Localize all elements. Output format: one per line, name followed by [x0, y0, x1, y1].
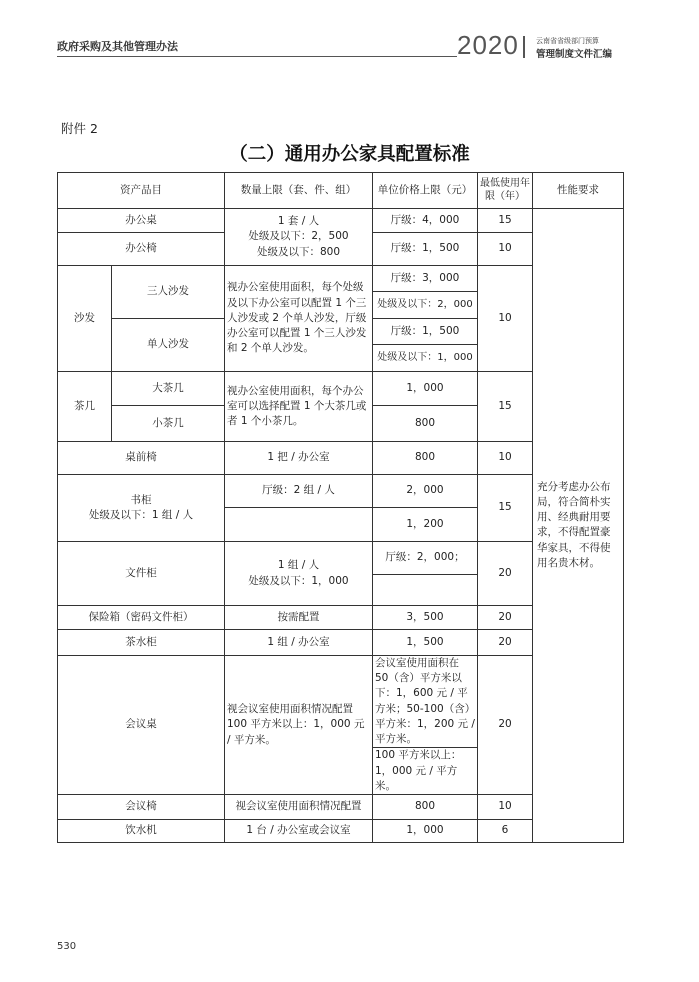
single-sofa-price-1: 厅级：1，500	[373, 319, 478, 345]
bookcase-price-1: 2，000	[373, 475, 478, 508]
item-desk: 办公桌	[58, 209, 225, 233]
header-quantity: 数量上限（套、件、组）	[225, 173, 373, 209]
safe-quantity: 按需配置	[225, 606, 373, 630]
header-performance: 性能要求	[533, 173, 624, 209]
file-cabinet-price-blank	[373, 575, 478, 606]
table-header-row	[58, 173, 624, 209]
desk-chair-quantity: 1 套 / 人 处级及以下：2，500 处级及以下：800	[225, 209, 373, 266]
header-subtitle-line1: 云南省省级部门预算	[536, 37, 599, 45]
header-price: 单位价格上限（元）	[373, 173, 478, 209]
furniture-standard-table	[57, 172, 624, 843]
group-tea-table: 茶几	[58, 372, 112, 442]
water-dispenser-quantity: 1 台 / 办公室或会议室	[225, 819, 373, 842]
conference-table-quantity: 视会议室使用面积情况配置 100 平方米以上：1，000 元 / 平方米。	[225, 656, 373, 795]
sofa-life: 10	[478, 266, 533, 372]
bookcase-quantity-blank	[225, 508, 373, 542]
file-cabinet-life: 20	[478, 542, 533, 606]
item-safe: 保险箱（密码文件柜）	[58, 606, 225, 630]
table-row	[58, 209, 624, 233]
document-title: （二）通用办公家具配置标准	[229, 144, 470, 165]
safe-price: 3，500	[373, 606, 478, 630]
single-sofa-price-2: 处级及以下：1，000	[373, 345, 478, 372]
bookcase-quantity: 厅级：2 组 / 人	[225, 475, 373, 508]
conference-chair-life: 10	[478, 794, 533, 819]
page-number: 530	[57, 941, 77, 952]
item-conference-chair: 会议椅	[58, 794, 225, 819]
tea-table-quantity: 视办公室使用面积，每个办公室可以选择配置 1 个大茶几或者 1 个小茶几。	[225, 372, 373, 442]
conference-chair-price: 800	[373, 794, 478, 819]
performance-requirement: 充分考虑办公布局，符合简朴实用、经典耐用要求，不得配置豪华家具，不得使用名贵木材。	[533, 209, 624, 843]
file-cabinet-quantity: 1 组 / 人 处级及以下：1，000	[225, 542, 373, 606]
chair-price: 厅级：1，500	[373, 233, 478, 266]
front-chair-price: 800	[373, 442, 478, 475]
header-year: 2020	[457, 30, 519, 60]
three-sofa-price-2: 处级及以下：2，000	[373, 292, 478, 319]
bookcase-life: 15	[478, 475, 533, 542]
header-asset: 资产品目	[58, 173, 225, 209]
item-three-seat-sofa: 三人沙发	[112, 266, 225, 319]
conference-table-price-1: 会议室使用面积在 50（含）平方米以下：1，600 元 / 平方米；50-100（含）平方米：1，200 元 / 平方米。	[373, 656, 478, 748]
water-dispenser-price: 1，000	[373, 819, 478, 842]
big-tea-table-price: 1，000	[373, 372, 478, 406]
water-dispenser-life: 6	[478, 819, 533, 842]
item-small-tea-table: 小茶几	[112, 406, 225, 442]
small-tea-table-price: 800	[373, 406, 478, 442]
header-rule	[57, 56, 457, 57]
item-bookcase: 书柜 处级及以下：1 组 / 人	[58, 475, 225, 542]
desk-price: 厅级：4，000	[373, 209, 478, 233]
safe-life: 20	[478, 606, 533, 630]
tea-cabinet-quantity: 1 组 / 办公室	[225, 630, 373, 656]
item-water-dispenser: 饮水机	[58, 819, 225, 842]
conference-chair-quantity: 视会议室使用面积情况配置	[225, 794, 373, 819]
conference-table-life: 20	[478, 656, 533, 795]
header-subtitle-line2: 管理制度文件汇编	[536, 49, 613, 60]
front-chair-life: 10	[478, 442, 533, 475]
front-chair-quantity: 1 把 / 办公室	[225, 442, 373, 475]
three-sofa-price-1: 厅级：3，000	[373, 266, 478, 292]
conference-table-price-2: 100 平方米以上：1，000 元 / 平方米。	[373, 748, 478, 795]
item-single-sofa: 单人沙发	[112, 319, 225, 372]
chair-life: 10	[478, 233, 533, 266]
file-cabinet-price: 厅级：2，000；	[373, 542, 478, 575]
sofa-quantity: 视办公室使用面积，每个处级及以下办公室可以配置 1 个三人沙发或 2 个单人沙发，厅级办公室可以配置 1 个三人沙发和 2 个单人沙发。	[225, 266, 373, 372]
tea-cabinet-life: 20	[478, 630, 533, 656]
header-life: 最低使用年限（年）	[478, 173, 533, 209]
item-tea-cabinet: 茶水柜	[58, 630, 225, 656]
item-front-chair: 桌前椅	[58, 442, 225, 475]
running-header-title: 政府采购及其他管理办法	[57, 40, 178, 53]
item-file-cabinet: 文件柜	[58, 542, 225, 606]
tea-table-life: 15	[478, 372, 533, 442]
attachment-label: 附件 2	[61, 121, 98, 136]
item-conference-table: 会议桌	[58, 656, 225, 795]
item-chair: 办公椅	[58, 233, 225, 266]
desk-life: 15	[478, 209, 533, 233]
tea-cabinet-price: 1，500	[373, 630, 478, 656]
group-sofa: 沙发	[58, 266, 112, 372]
bookcase-price-2: 1，200	[373, 508, 478, 542]
item-big-tea-table: 大茶几	[112, 372, 225, 406]
header-separator	[523, 36, 525, 58]
